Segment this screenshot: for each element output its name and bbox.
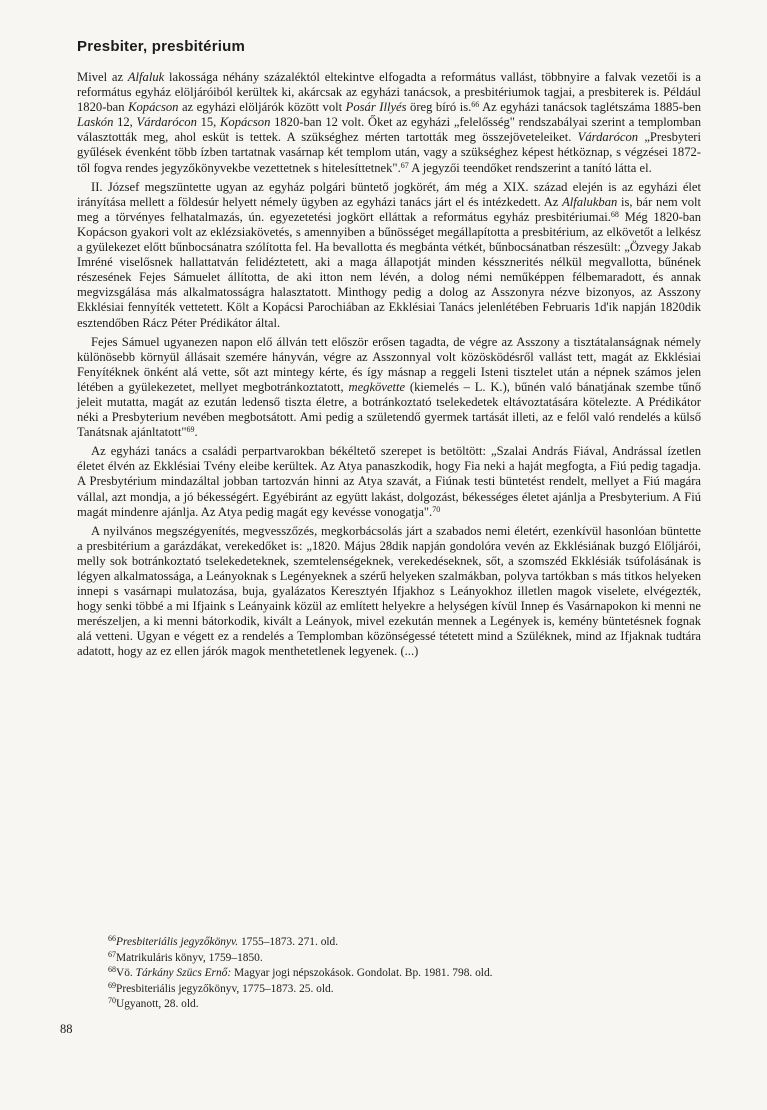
text-run: II. József megszüntette ugyan az egyház polgári büntető jogkörét, ám még a XIX. század elején is az egyházi élet irányítása mellett a földesúr helyett némely ügyben az egyházi tanács járt el és intézkedett. Az (77, 179, 701, 209)
text-run: Ugyanott, 28. old. (116, 998, 199, 1010)
text-run: öreg bíró is. (406, 100, 472, 115)
footnote (108, 935, 668, 951)
footnote-ref: 70 (432, 504, 441, 514)
footnote (108, 982, 668, 998)
footnote-ref: 66 (471, 100, 480, 110)
italic-text: Alfaluk (127, 70, 165, 84)
text-run: lakossága néhány százaléktól eltekintve elfogadta a református vallást, többnyire a falvak vezetői is a református egyház elöljáróiból kerültek ki, akárcsak az egyházi tanácsok, a presbitériumok tagjai, a presbiterek is. Például 1820-ban (77, 70, 701, 115)
italic-text: Alfalukban (562, 194, 618, 209)
italic-text: Kopácson (128, 100, 179, 115)
text-run: az egyházi elöljárók között volt (178, 100, 346, 115)
text-run: Vö. (116, 967, 136, 979)
text-run: 1755–1873. 271. old. (238, 936, 339, 948)
text-run: Magyar jogi népszokások. Gondolat. Bp. 1981. 798. old. (231, 967, 493, 979)
italic-text: Laskón (77, 115, 114, 130)
footnote-ref: 70 (108, 996, 116, 1005)
paragraph (77, 335, 701, 441)
section-heading: Presbiter, presbitérium (77, 38, 245, 55)
text-run: (kiemelés – L. K.), bűnén való bánatjának szembe tűnő jeleit mutatta, magát az ezután ledenső tiszta életre, a botránkoztató tselekedetek eltávoztatására kötelezte. A Prédikátor néki a Presbyterium nevében megbotsátott. Ami pedig a születendő gyermek tartását illeti, az e felől való rendelés a külső Tanátsnak ajánltatott" (77, 379, 701, 440)
text-run: „Presbyteri gyűlések évenként több ízben tartatnak vasárnap két templom után, vagy a szükséghez képest hétköznap, s végzései 1872-től fogva rendes jegyzőkönyvekbe vezettetnek s hitelesíttetnek". (77, 130, 701, 175)
text-run: Fejes Sámuel ugyanezen napon elő állván tett először erősen tagadta, de végre az Asszony a tisztátalanságnak némely különösebb környül állásait szemére hányván, végre az Asszonnyal volt közösködésről vallást tett, magát az Ekklésiai Fenyítéknek önként alá vette, sőt azt mintegy kérte, és így másnap a reggeli Isteni tisztelet után a népnek számos jelen létében a gyülekezetet, mellyet megbotránkoztatott, (77, 334, 701, 394)
footnote-ref: 67 (108, 949, 116, 959)
text-run: A jegyzői teendőket rendszerint a tanító látta el. (408, 160, 652, 175)
footnote-ref: 69 (186, 425, 195, 435)
footnote-ref: 67 (400, 160, 409, 170)
footnotes (108, 935, 668, 1013)
footnote-ref: 68 (610, 209, 619, 219)
italic-text: Tárkány Szücs Ernő: (135, 967, 232, 979)
italic-text: Várdarócon (577, 130, 639, 145)
text-run: Még 1820-ban Kopácson gyakori volt az eklézsiakövetés, s amennyiben a bűnösséget megállapította a presbitérium, az elkövetőt a lelkész a gyülekezet előtt bűnbocsánatra szólította fel. Ha bevallotta és megbánta vétkét, bűnbocsánatban részesült: „Özvegy Jakab Imréné viselősnek hallattatván felidéztetett, aki a maga állapotját minden késsznerités nélkül megvallotta, bűnének részesének Fejes Sámuelet állította, de aki itton nem lévén, a dolog némi neműképpen félbemaradott, és annak megvizsgálása más alkalmatosságra halasztatott. Minthogy pedig a dolog az Asszonyra nézve bizonyos, az Asszony Ekklésiai fennyíték vettetett. Költ a Kopácsi Parochiában az Ekklésiai Tanács jelenlétében Februaris 1d'ik napján 1820dik esztendőben Rácz Péter Prédikátor által. (77, 209, 701, 330)
body-text (77, 70, 701, 664)
text-run: Matrikuláris könyv, 1759–1850. (116, 951, 263, 964)
footnote (108, 951, 668, 967)
text-run: 12, (113, 115, 137, 130)
text-run: 1820-ban 12 volt. Őket az egyházi „felelősség" rendszabályai szerint a templomban választották meg, ahol esküt is tettek. A szükséghez mérten tartották meg összejöveteleiket. (77, 115, 702, 145)
paragraph (77, 180, 701, 331)
text-run: . (194, 425, 198, 440)
italic-text: Posár Illyés (345, 100, 407, 115)
text-run: Az egyházi tanácsok taglétszáma 1885-ben (479, 100, 701, 115)
text-run: Az egyházi tanács a családi perpartvarokban békéltető szerepet is betöltött: „Szalai András Fiával, Andrással ízetlen életet élvén az Ekklésiai Tvény eleibe kerültek. Az Atya panaszkodik, hogy Fia neki a haját megfogta, a Fiú pedig tagadja. A Presbytérium mindazáltal jobban tartozván hinni az Atya szavát, a Fiúnak testi büntetést rendelt, mellyet a Fiú magára vállal, azt mondja, a jó békességért. Egyébiránt az együtt lakást, dolgozást, békességes életet ajánlja a Presbyterium. A Fiú magát mindenre ajánlja. Az Atya pedig magát egy kevéssе vonogatja". (77, 444, 701, 519)
footnote-ref: 66 (108, 934, 116, 943)
text-run: Mivel az (77, 70, 128, 84)
paragraph (77, 444, 701, 519)
text-run: Presbiteriális jegyzőkönyv, 1775–1873. 25. old. (116, 982, 334, 995)
page-number: 88 (60, 1022, 73, 1036)
text-run: A nyilvános megszégyenítés, megvesszőzés, megkorbácsolás járt a szabados nemi életért, ezenkívül hasonlóan büntette a presbitérium a garázdákat, verekedőket is: „1820. Május 28dik napján gondolóra vevén az Ekklésiának buzgó Előljárói, melly sok botránkoztató tselekedeteknek, szemtelenségeknek, verekedéseknek, sőt, a szomszéd Ekklésiák tsúfolásának is légyen alkalmatossága, a Leányoknak s Legényeknek a szérű helyeken szalmákban, polyva tartókban s más titkos helyeken innepi s vasárnapi mulatozása, buja, gyalázatos Keresztyén Ifjakhoz s Leányokhoz illetlen magok viselete, elvégezték, hogy senki többé a mi Ifjaink s Leányaink közül az említett helyekre a helységen kívül Innep és Vasárnapokon ki menni ne merészeljen, a ki menni bátorkodik, kivált a Leányok, mivel ezekután mennek a Legények is, kemény büntetésnek fognak alá vetteni. Ugyan e végett ez a rendelés a Templomban közönségessé tétetett mind a Szüléknek, mind az Ifjaknak tudtára adatott, hogy az ez ellen járók magok menthetetlenek legyenek. (...) (77, 523, 701, 659)
italic-text: Presbiteriális jegyzőkönyv. (116, 936, 239, 948)
italic-text: Várdarócon (136, 115, 197, 130)
text-run: is, bár nem volt meg a törvényes felhatalmazás, ún. egyezetetési jogkört elláttak a református egyház presbitériumai. (77, 194, 701, 224)
footnote-ref: 69 (108, 980, 116, 990)
italic-text: Kopácson (220, 115, 271, 130)
paragraph (77, 70, 701, 176)
paragraph (77, 524, 701, 660)
footnote (108, 997, 668, 1013)
footnote (108, 966, 668, 982)
italic-text: megkövette (348, 379, 406, 394)
footnote-ref: 68 (108, 965, 116, 974)
text-run: 15, (196, 115, 221, 130)
